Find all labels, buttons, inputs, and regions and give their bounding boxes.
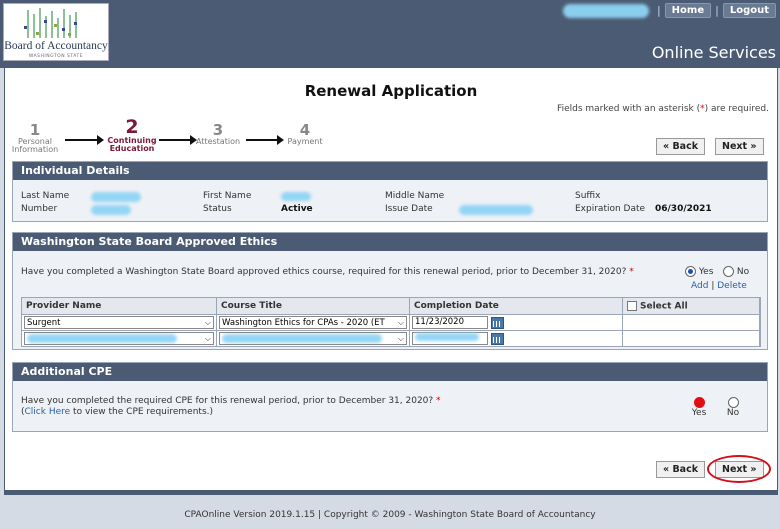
course-cell <box>217 331 410 347</box>
cpe-yes-option[interactable] <box>689 397 709 418</box>
logo-subtext: WASHINGTON STATE <box>28 54 84 59</box>
provider-value: Surgent <box>27 317 61 328</box>
ethics-yes-radio[interactable] <box>685 266 696 277</box>
chevron-down-icon: ⌵ <box>397 333 404 343</box>
redacted-username <box>563 4 649 18</box>
redacted-course <box>222 334 382 343</box>
course-select[interactable] <box>219 332 407 345</box>
middle-name-label: Middle Name <box>385 191 445 201</box>
step-number: 1 <box>29 121 41 139</box>
cpe-no-radio[interactable] <box>728 397 739 408</box>
chevron-down-icon: ⌵ <box>204 317 211 327</box>
additional-cpe-heading: Additional CPE <box>13 363 767 381</box>
logout-button[interactable]: Logout <box>723 3 776 18</box>
delete-link[interactable]: Delete <box>717 281 747 291</box>
expiration-date-label: Expiration Date <box>575 204 646 214</box>
progress-steps <box>11 116 341 160</box>
ethics-course-table <box>21 297 761 347</box>
ethics-no-radio[interactable] <box>723 266 734 277</box>
next-button-top[interactable]: Next » <box>715 138 764 155</box>
step-number: 2 <box>125 116 139 138</box>
cpe-yes-radio[interactable] <box>694 397 705 408</box>
step-label: Information <box>11 145 59 154</box>
expiration-date-value: 06/30/2021 <box>655 204 712 214</box>
step-personal-information <box>11 122 59 154</box>
cpe-question <box>21 396 621 418</box>
step-label: Education <box>109 144 155 153</box>
cpe-requirements-text: to view the CPE requirements.) <box>73 407 214 417</box>
logo-graphic-icon <box>14 6 98 40</box>
required-asterisk: * <box>629 267 634 277</box>
issue-date-label: Issue Date <box>385 204 433 214</box>
page-title: Renewal Application <box>304 82 478 100</box>
column-provider-name: Provider Name <box>22 298 217 315</box>
next-button-bottom[interactable]: Next » <box>715 461 764 478</box>
step-label: Continuing <box>107 136 157 145</box>
ethics-no-label: No <box>736 267 750 277</box>
nav-separator: | <box>656 4 661 17</box>
course-select[interactable] <box>219 316 407 329</box>
table-row <box>22 331 760 347</box>
add-link[interactable]: Add <box>691 281 709 291</box>
step-attestation <box>195 122 241 146</box>
redacted-last-name <box>91 192 141 202</box>
back-button-bottom[interactable]: « Back <box>656 461 705 478</box>
step-number: 4 <box>299 121 311 139</box>
status-value: Active <box>281 204 313 214</box>
redacted-number <box>91 205 131 215</box>
calendar-icon[interactable] <box>491 317 504 329</box>
select-all-checkbox[interactable] <box>627 301 637 311</box>
additional-cpe-section <box>12 362 768 432</box>
required-prefix: Fields marked with an asterisk ( <box>557 104 701 114</box>
chevron-down-icon: ⌵ <box>397 317 404 327</box>
step-label: Payment <box>287 137 323 146</box>
cpe-yes-label: Yes <box>691 408 707 418</box>
course-value: Washington Ethics for CPAs - 2020 (ET <box>222 317 385 328</box>
ethics-heading: Washington State Board Approved Ethics <box>13 233 767 251</box>
redacted-provider <box>27 334 177 343</box>
back-button-top[interactable]: « Back <box>656 138 705 155</box>
step-continuing-education <box>103 118 161 153</box>
cpe-no-option[interactable] <box>723 397 743 418</box>
step-number: 3 <box>212 121 224 139</box>
required-asterisk: * <box>436 396 441 406</box>
status-label: Status <box>203 204 232 214</box>
course-cell <box>217 315 410 331</box>
redacted-issue-date <box>459 205 533 215</box>
board-logo[interactable] <box>3 3 109 61</box>
cpe-no-label: No <box>726 408 740 418</box>
step-label: Personal <box>17 137 52 146</box>
provider-cell <box>22 331 217 347</box>
provider-select[interactable] <box>24 332 214 345</box>
logo-text: Board of Accountancy <box>4 40 108 52</box>
open-paren: ( <box>21 407 25 417</box>
ethics-no-option[interactable] <box>723 266 749 277</box>
table-row <box>22 315 760 331</box>
ethics-question <box>21 267 671 277</box>
click-here-link[interactable]: Click Here <box>24 407 71 417</box>
link-separator: | <box>711 281 715 291</box>
step-label: Attestation <box>195 137 241 146</box>
ethics-section <box>12 232 768 350</box>
ethics-yes-label: Yes <box>698 267 714 277</box>
required-asterisk: * <box>700 104 705 114</box>
highlight-circle <box>707 455 771 483</box>
chevron-down-icon: ⌵ <box>204 333 211 343</box>
suffix-label: Suffix <box>575 191 601 201</box>
calendar-icon[interactable] <box>491 333 504 345</box>
top-nav <box>563 3 776 18</box>
footer-text: CPAOnline Version 2019.1.15 | Copyright © 2009 - Washington State Board of Accountancy <box>184 510 596 520</box>
step-arrow-icon <box>159 139 191 141</box>
completion-date-input[interactable]: 11/23/2020 <box>412 316 488 329</box>
date-cell <box>410 331 623 347</box>
provider-select[interactable] <box>24 316 214 329</box>
date-cell <box>410 315 623 331</box>
column-completion-date: Completion Date <box>410 298 623 315</box>
select-all-label: Select All <box>640 301 688 312</box>
last-name-label: Last Name <box>21 191 70 201</box>
main-panel <box>4 68 778 495</box>
ethics-question-text: Have you completed a Washington State Board approved ethics course, required for this renewal period, prior to December 31, 2020? <box>21 267 627 277</box>
individual-details-section <box>12 161 768 222</box>
add-delete-links <box>691 281 747 291</box>
column-select-all[interactable] <box>623 298 760 315</box>
online-services-title: Online Services <box>651 43 776 62</box>
select-cell <box>623 315 760 331</box>
column-course-title: Course Title <box>217 298 410 315</box>
required-note <box>557 104 769 114</box>
nav-separator: | <box>715 4 719 17</box>
step-arrow-icon <box>246 139 278 141</box>
table-header-row <box>22 298 760 315</box>
provider-cell <box>22 315 217 331</box>
required-suffix: ) are required. <box>704 104 769 114</box>
step-arrow-icon <box>65 139 98 141</box>
select-cell <box>623 331 760 347</box>
cpe-question-text: Have you completed the required CPE for this renewal period, prior to December 31, 2020? <box>21 396 434 406</box>
number-label: Number <box>21 204 58 214</box>
first-name-label: First Name <box>203 191 252 201</box>
completion-date-input[interactable] <box>412 332 488 345</box>
app-header <box>0 0 780 68</box>
redacted-date <box>415 333 479 341</box>
individual-details-heading: Individual Details <box>13 162 767 180</box>
ethics-yes-option[interactable] <box>685 266 713 277</box>
home-button[interactable]: Home <box>665 3 711 18</box>
redacted-first-name <box>281 192 311 201</box>
step-payment <box>283 122 327 146</box>
